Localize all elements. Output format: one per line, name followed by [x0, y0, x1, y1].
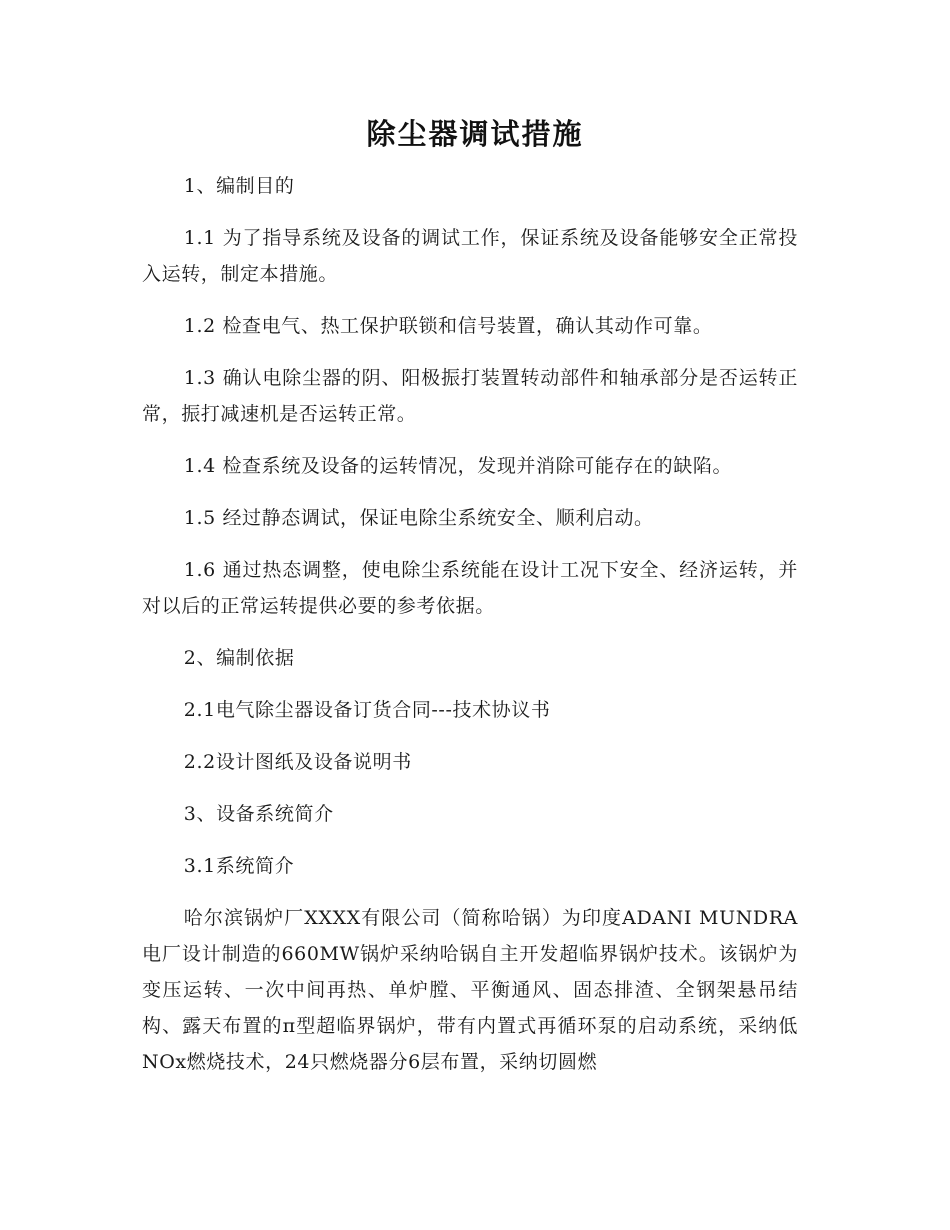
document-body [142, 168, 798, 1096]
paragraph-1-2: 1.2 检查电气、热工保护联锁和信号装置，确认其动作可靠。 [183, 315, 713, 337]
document-title: 除尘器调试措施 [366, 117, 584, 151]
section-heading-basis: 2、编制依据 [183, 647, 295, 669]
paragraph-2-1: 2.1电气除尘器设备订货合同---技术协议书 [183, 699, 551, 721]
paragraph-1-3: 1.3 确认电除尘器的阴、阳极振打装置转动部件和轴承部分是否运转正常，振打减速机是否运转正常。 [142, 367, 798, 425]
section-heading-purpose: 1、编制目的 [183, 175, 295, 197]
paragraph-1-1: 1.1 为了指导系统及设备的调试工作，保证系统及设备能够安全正常投入运转，制定本措施。 [142, 227, 798, 285]
section-heading-system-intro: 3、设备系统简介 [183, 803, 334, 825]
paragraph-1-5: 1.5 经过静态调试，保证电除尘系统安全、顺利启动。 [183, 507, 654, 529]
paragraph-1-6: 1.6 通过热态调整，使电除尘系统能在设计工况下安全、经济运转，并对以后的正常运转提供必要的参考依据。 [142, 559, 798, 617]
subsection-heading-3-1: 3.1系统简介 [183, 855, 295, 877]
paragraph-2-2: 2.2设计图纸及设备说明书 [183, 751, 412, 773]
paragraph-1-4: 1.4 检查系统及设备的运转情况，发现并消除可能存在的缺陷。 [183, 455, 733, 477]
paragraph-system-description: 哈尔滨锅炉厂XXXX有限公司（简称哈锅）为印度ADANI MUNDRA电厂设计制造的660MW锅炉采纳哈锅自主开发超临界锅炉技术。该锅炉为变压运转、一次中间再热、单炉膛、平衡通风、固态排渣、全钢架悬吊结构、露天布置的π型超临界锅炉，带有内置式再循环泵的启动系统，采纳低NOx燃烧技术，24只燃烧器分6层布置，采纳切圆燃 [142, 907, 798, 1073]
